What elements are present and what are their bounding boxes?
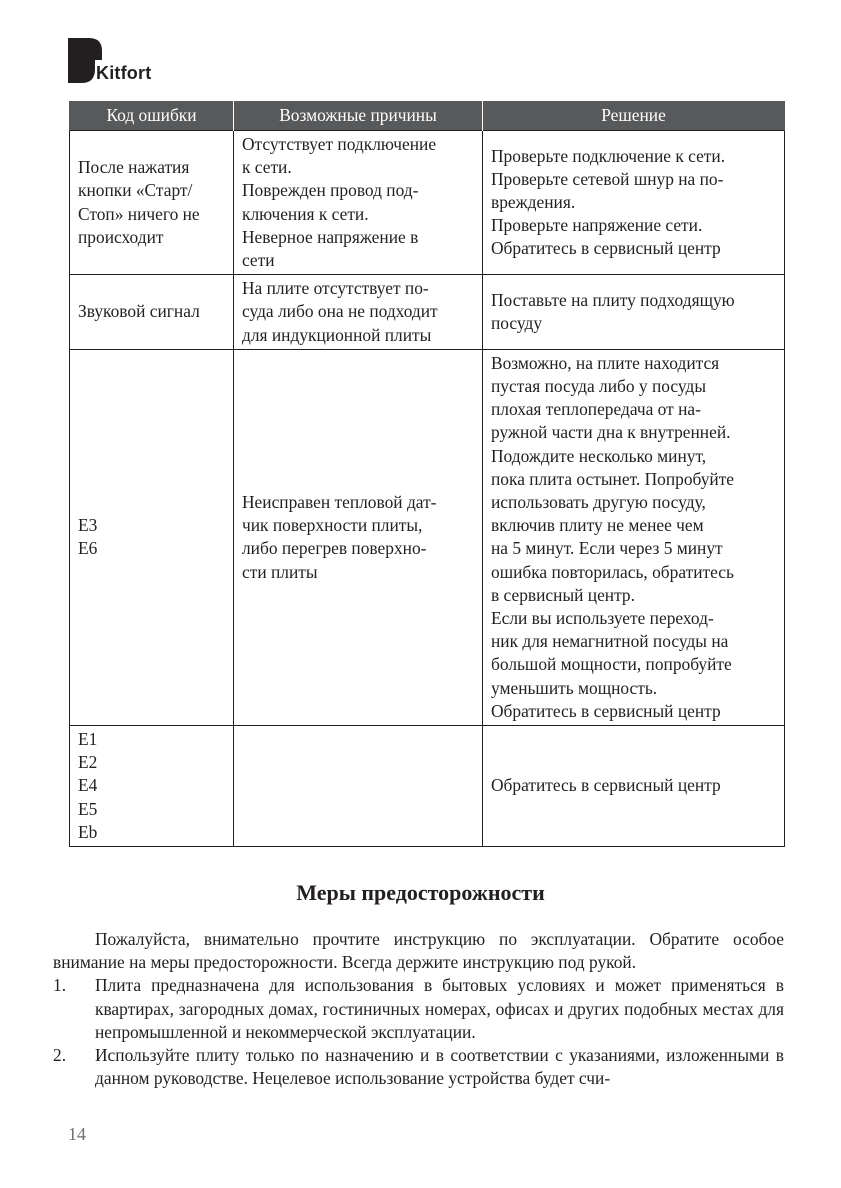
error-code-cell: После нажатия кнопки «Старт/ Стоп» ничего не происходит — [70, 131, 234, 275]
precautions-body — [53, 928, 784, 1090]
cause-cell: Неисправен тепловой дат- чик поверхности плиты, либо перегрев поверхно- сти плиты — [234, 349, 483, 725]
error-code-cell: E1 E2 E4 E5 Eb — [70, 726, 234, 847]
solution-cell: Поставьте на плиту подходящую посуду — [483, 275, 785, 350]
error-code-cell: Звуковой сигнал — [70, 275, 234, 350]
precautions-list — [53, 974, 784, 1090]
list-item-text: Плита предназначена для использования в бытовых условиях и может применяться в квартирах, загородных домах, гостиничных номерах, офисах и других подобных местах для непромышленной и некоммерческой эксплуатации. — [95, 975, 784, 1042]
table-row — [70, 131, 785, 275]
cause-cell: На плите отсутствует по- суда либо она не подходит для индукционной плиты — [234, 275, 483, 350]
page-number: 14 — [68, 1124, 86, 1144]
intro-paragraph: Пожалуйста, внимательно прочтите инструкцию по эксплуатации. Обратите особое внимание на меры предосторожности. Всегда держите инструкцию под рукой. — [53, 929, 784, 973]
list-item-number: 2. — [53, 1045, 67, 1066]
list-item — [53, 1044, 784, 1090]
solution-cell: Проверьте подключение к сети. Проверьте сетевой шнур на по- вреждения. Проверьте напряжение сети. Обратитесь в сервисный центр — [483, 131, 785, 275]
error-table — [69, 101, 785, 847]
table-row — [70, 349, 785, 725]
cause-cell: Отсутствует подключение к сети. Поврежден провод под- ключения к сети. Неверное напряжение в сети — [234, 131, 483, 275]
table-row — [70, 726, 785, 847]
list-item-number: 1. — [53, 975, 67, 996]
header-solution: Решение — [483, 101, 785, 131]
solution-cell: Обратитесь в сервисный центр — [483, 726, 785, 847]
list-item — [53, 974, 784, 1044]
brand-name: Kitfort — [96, 63, 152, 83]
solution-cell: Возможно, на плите находится пустая посуда либо у посуды плохая теплопередача от на- ружной части дна к внутренней. Подождите несколько минут, пока плита остынет. Попробуйте использовать другую посуду, включив плиту не менее чем на 5 минут. Если через 5 минут ошибка повторилась, обратитесь в сервисный центр. Если вы используете переход- ник для немагнитной посуды на большой мощности, попробуйте уменьшить мощность. Обратитесь в сервисный центр — [483, 349, 785, 725]
section-title: Меры предосторожности — [296, 880, 545, 905]
error-code-cell: E3 E6 — [70, 349, 234, 725]
header-possible-causes: Возможные причины — [234, 101, 483, 131]
header-error-code: Код ошибки — [70, 101, 234, 131]
cause-cell — [234, 726, 483, 847]
table-row — [70, 275, 785, 350]
list-item-text: Используйте плиту только по назначению и в соответствии с указаниями, изложенными в данном руководстве. Нецелевое использование устройства будет счи- — [95, 1045, 784, 1089]
table-header-row — [70, 101, 785, 131]
